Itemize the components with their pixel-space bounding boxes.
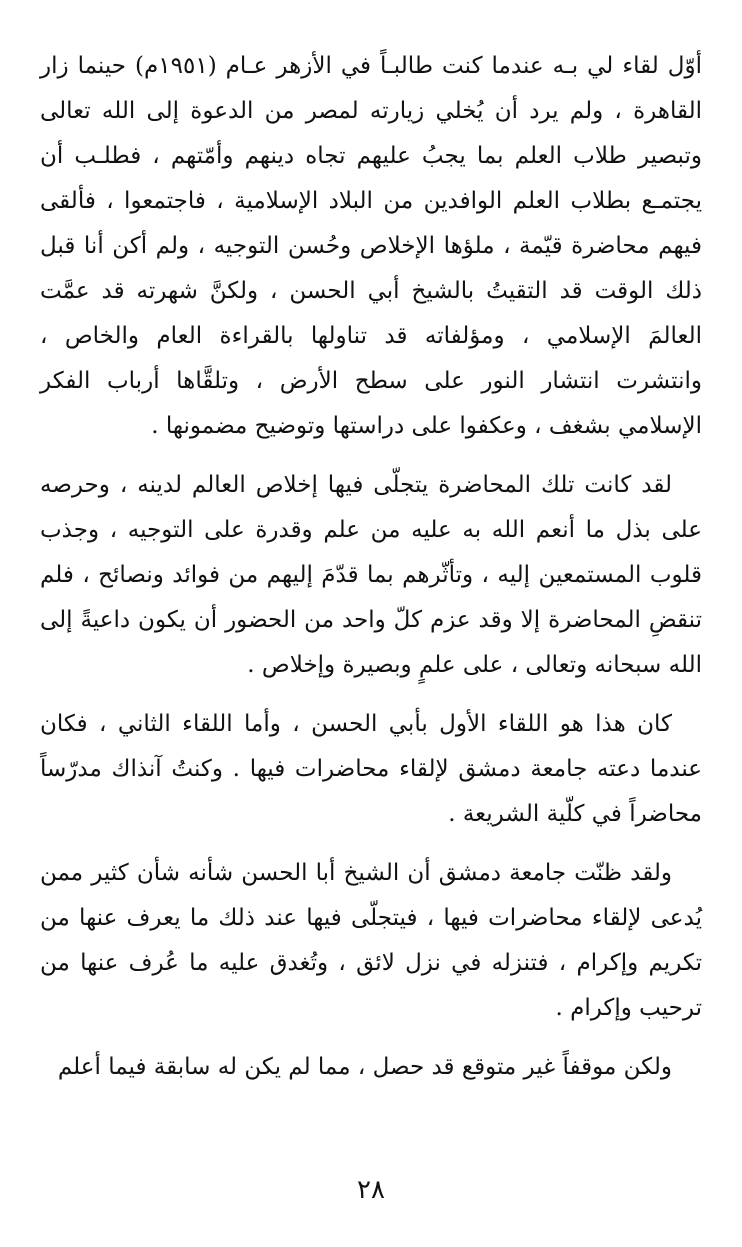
paragraph-university-expectation: ولقد ظنّت جامعة دمشق أن الشيخ أبا الحسن شأنه شأن كثير ممن يُدعى لإلقاء محاضرات فيها ، فيتجلّى فيها عند ذلك ما يعرف عنها من تكريم وإكرام ، فتنزله في نزل لائق ، وتُغدق عليه ما عُرف عنها من ترحيب وإكرام .	[40, 860, 702, 1021]
paragraph-second-meeting: كان هذا هو اللقاء الأول بأبي الحسن ، وأما اللقاء الثاني ، فكان عندما دعته جامعة دمشق لإلقاء محاضرات فيها . وكنتُ آنذاك مدرّساً محاضراً في كلّية الشريعة .	[40, 711, 702, 827]
paragraph-lecture: لقد كانت تلك المحاضرة يتجلّى فيها إخلاص العالم لدينه ، وحرصه على بذل ما أنعم الله به عليه من علم وقدرة على التوجيه ، وجذب قلوب المستمعين إليه ، وتأثّرهم بما قدّمَ إليهم من فوائد ونصائح ، فلم تنقضِ المحاضرة إلا وقد عزم كلّ واحد من الحضور أن يكون داعيةً إلى الله سبحانه وتعالى ، على علمٍ وبصيرة وإخلاص .	[40, 472, 702, 678]
page-number: ٢٨	[357, 1175, 385, 1205]
paragraph-first-meeting: أوّل لقاء لي بـه عندما كنت طالبـاً في الأزهر عـام (١٩٥١م) حينما زار القاهرة ، ولم يرد أن يُخلي زيارته لمصر من الدعوة إلى الله تعالى وتبصير طلاب العلم بما يجبُ عليهم تجاه دينهم وأمّتهم ، فطلـب أن يجتمـع بطلاب العلم الوافدين من البلاد الإسلامية ، فاجتمعوا ، فألقى فيهم محاضرة قيّمة ، ملؤها الإخلاص وحُسن التوجيه ، ولم أكن أنا قبل ذلك الوقت قد التقيتُ بالشيخ أبي الحسن ، ولكنَّ شهرته قد عمَّت العالمَ الإسلامي ، ومؤلفاته قد تناولها بالقراءة العام والخاص ، وانتشرت انتشار النور على سطح الأرض ، وتلقَّاها أرباب الفكر الإسلامي بشغف ، وعكفوا على دراستها وتوضيح مضمونها .	[40, 53, 703, 439]
paragraph-unexpected-situation: ولكن موقفاً غير متوقع قد حصل ، مما لم يكن له سابقة فيما أعلم	[57, 1054, 672, 1080]
